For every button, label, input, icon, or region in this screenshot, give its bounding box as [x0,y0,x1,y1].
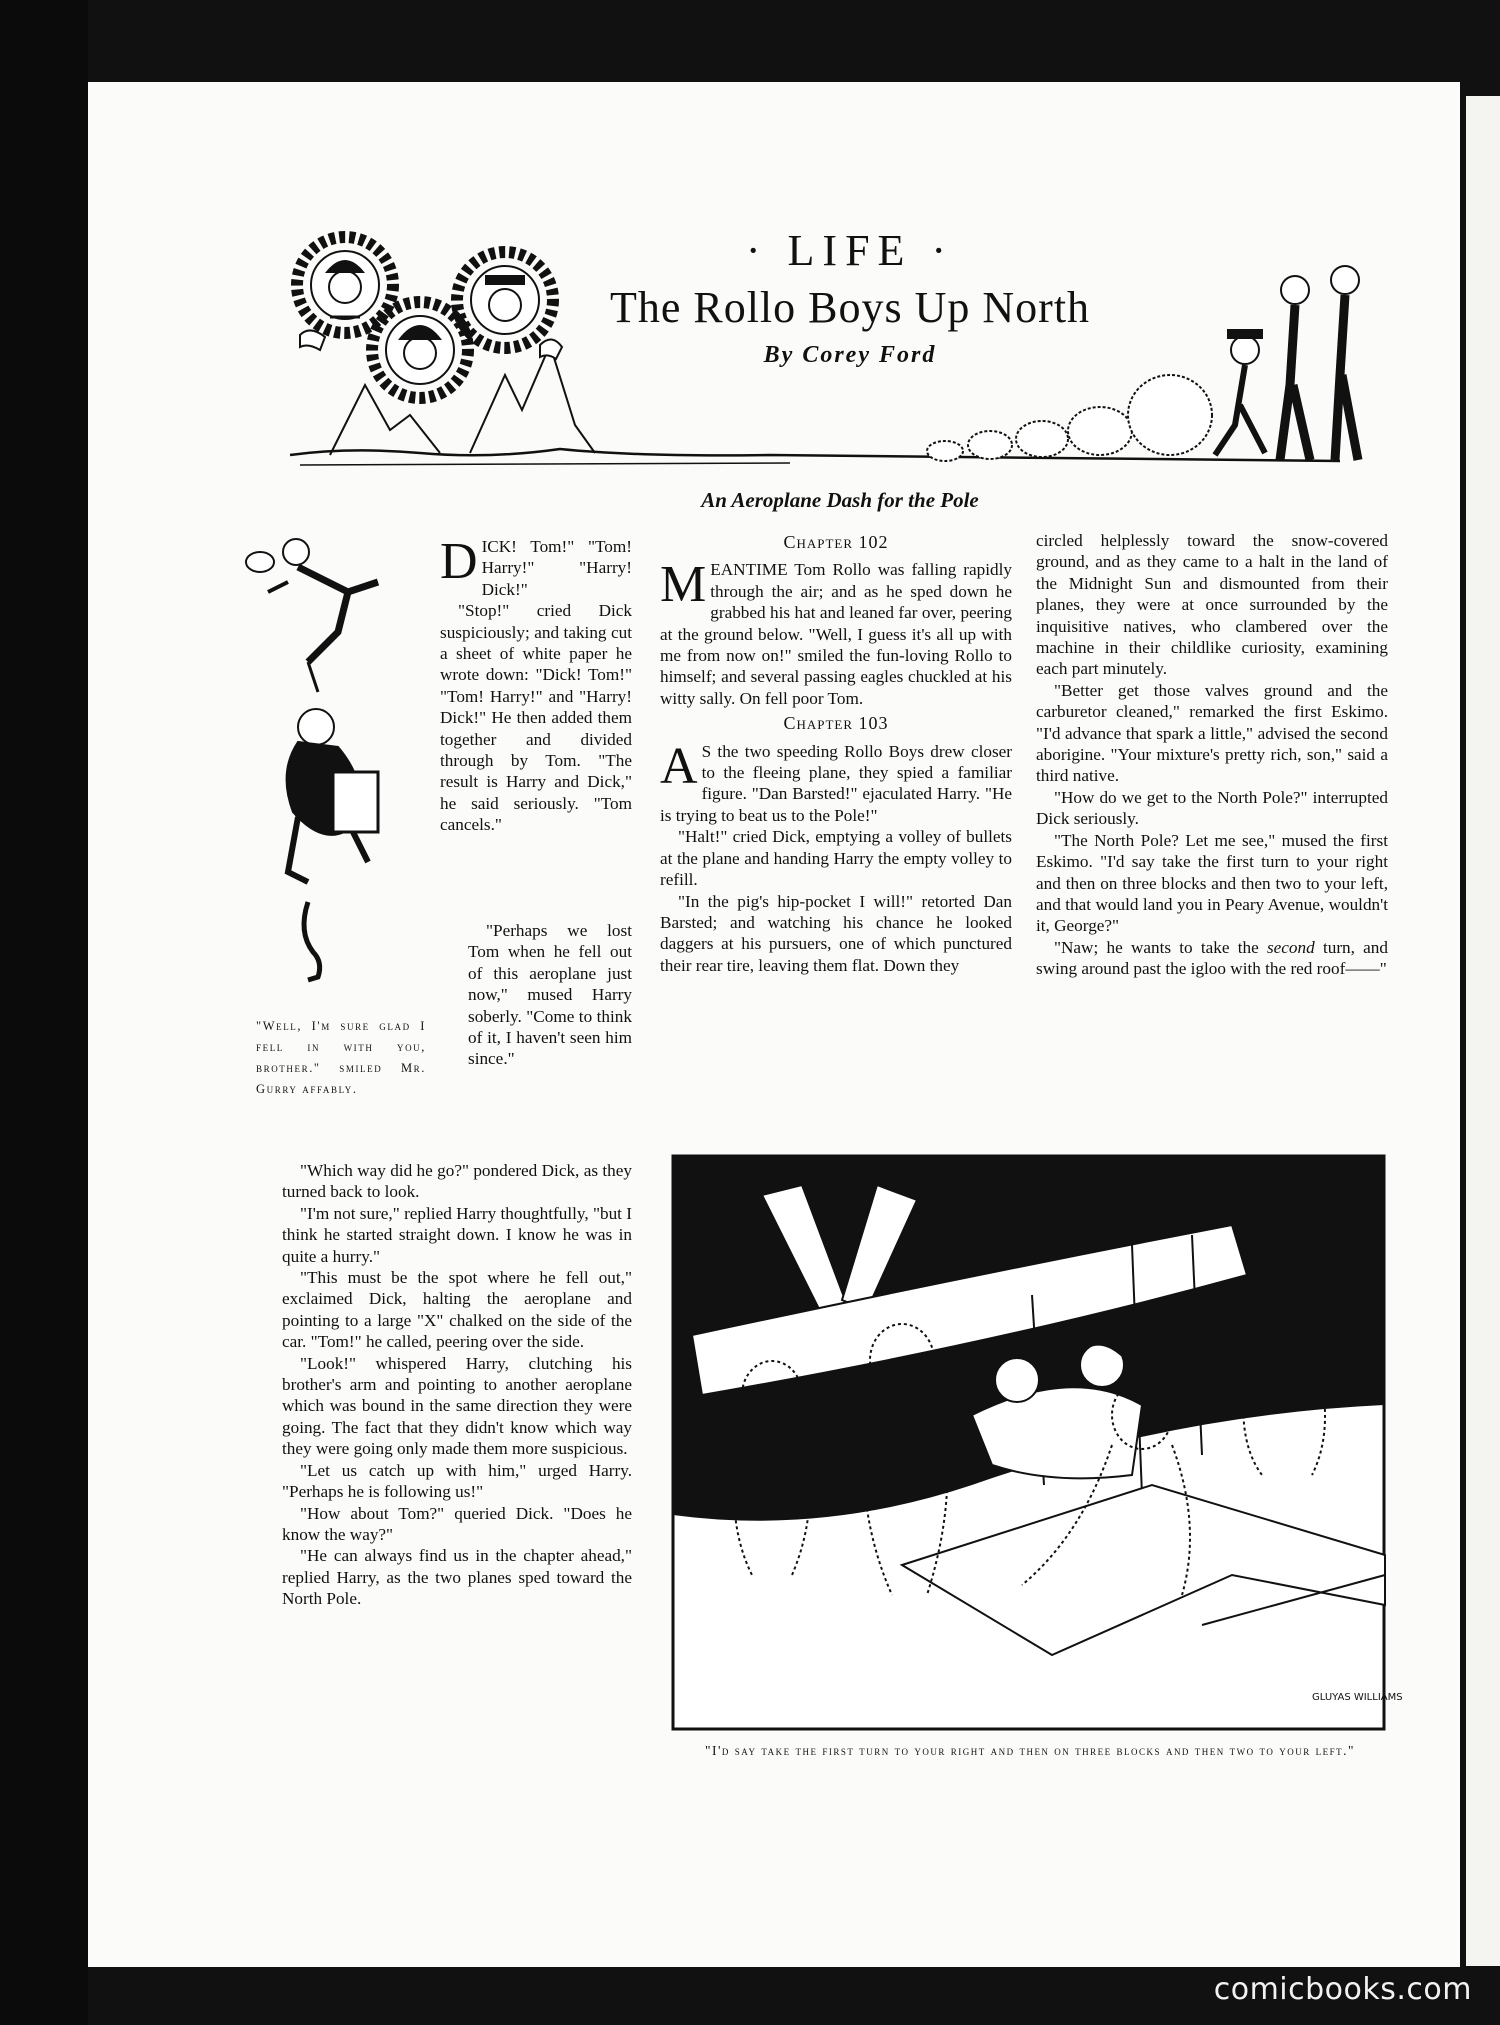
col2-para-1: EANTIME Tom Rollo was falling rapidly through the air; and as he sped down he grabbed his hat and leaned far over, peering at the ground below. "Well, I guess it's all up with me from now on!" smiled the fun-loving Rollo to himself; and several passing eagles chuckled at his witty sally. On fell poor Tom. [660,560,1012,708]
col1-para-5: "I'm not sure," replied Harry thoughtfully, "but I think he started straight down. I know he was in quite a hurry." [282,1203,632,1266]
cartoon-signature: GLUYAS WILLIAMS [1312,1692,1403,1703]
col2-para-2: S the two speeding Rollo Boys drew closer to the fleeing plane, they spied a familiar figure. "Dan Barsted!" ejaculated Harry. "He is trying to beat us to the Pole!" [660,741,1012,825]
col2-para-4: "In the pig's hip-pocket I will!" retorted Dan Barsted; and watching his chance he looked daggers at his pursuers, one of which punctured their rear tire, leaving them flat. Down they [660,891,1012,975]
col3-para-5-b: turn, and swing around past the igloo with the red roof——" [1036,937,1388,979]
col1-para-4: "Which way did he go?" pondered Dick, as they turned back to look. [282,1161,632,1202]
col3-para-1: circled helplessly toward the snow-covered ground, and as they came to a halt in the land of the Midnight Sun and dismounted from their planes, they were at once surrounded by the inquisitive natives, who clambered over the machine in their childlike curiosity, examining each part minutely. [1036,531,1388,679]
col3-para-4: "The North Pole? Let me see," mused the first Eskimo. "I'd say take the first turn to your right and then on three blocks and then two to your left, and that would land you in Peary Avenue, wouldn't it, George?" [1036,830,1388,936]
adjacent-page-edge [1466,96,1500,1966]
col3-para-3: "How do we get to the North Pole?" interrupted Dick seriously. [1036,787,1388,829]
column-1-upper [440,533,632,836]
col3-para-2: "Better get those valves ground and the carburetor cleaned," remarked the first Eskimo. "I'd advance that spark a little," advised the second aborigine. "Your mixture's pretty rich, son," said a third native. [1036,680,1388,786]
column-3 [1036,530,1388,980]
col1-para-3: "Perhaps we lost Tom when he fell out of this aeroplane just now," mused Harry soberly. "Come to think of it, I haven't seen him since." [468,921,632,1069]
eskimo-aeroplane-cartoon [672,1155,1403,1730]
dropcap-d: D [440,533,478,590]
col3-para-5-a: "Naw; he wants to take the [1054,937,1267,957]
col1-para-1: ICK! Tom!" "Tom! Harry!" "Harry! Dick!" [481,537,632,599]
col1-para-9: "How about Tom?" queried Dick. "Does he know the way?" [282,1503,632,1544]
column-1-middle [468,920,632,1070]
col1-para-7: "Look!" whispered Harry, clutching his brother's arm and pointing to another aeroplane which was bound in the same direction they were going. The fact that they didn't know which way they were going only made them more suspicious. [282,1353,632,1459]
byline: By Corey Ford [763,342,937,368]
left-illustration-caption: "Well, I'm sure glad I fell in with you, brother." smiled Mr. Gurry affably. [256,1019,426,1096]
col2-para-3: "Halt!" cried Dick, emptying a volley of bullets at the plane and handing Harry the empty volley to refill. [660,827,1012,890]
dropcap-a: A [660,737,698,795]
column-2 [660,528,1012,976]
watermark: comicbooks.com [1213,1972,1472,2007]
col3-para-5-emphasis: second [1266,937,1315,957]
falling-tom-illustration [238,522,428,1007]
polar-bear-procession [927,375,1212,461]
magazine-title: · LIFE · [745,226,955,275]
col1-para-2: "Stop!" cried Dick suspiciously; and taking cut a sheet of white paper he wrote down: "Dick! Tom!" "Tom! Harry!" and "Harry! Dick!" He then added them together and divided through by Tom. "The result is Harry and Dick," he said seriously. "Tom cancels." [440,601,632,835]
col1-para-10: "He can always find us in the chapter ahead," replied Harry, as the two planes sped toward the North Pole. [282,1546,632,1609]
explorers-procession [1215,266,1359,460]
column-1-lower [282,1160,632,1610]
col1-para-6: "This must be the spot where he fell out," exclaimed Dick, halting the aeroplane and pointing to a large "X" chalked on the side of the car. "Tom!" he called, peering over the side. [282,1268,632,1352]
dropcap-m: M [660,556,707,614]
wreath-portrait-dick [457,252,553,348]
scan-border-left [0,0,88,2025]
chapter-102-heading: Chapter 102 [783,532,889,552]
chapter-103-heading: Chapter 103 [783,713,889,734]
col3-para-5 [1036,937,1388,980]
story-title: The Rollo Boys Up North [609,283,1091,332]
col1-para-8: "Let us catch up with him," urged Harry. "Perhaps he is following us!" [282,1460,632,1502]
cartoon-caption: "I'd say take the first turn to your right and then on three blocks and then two to your left." [704,1743,1356,1758]
story-subtitle: An Aeroplane Dash for the Pole [701,488,979,512]
